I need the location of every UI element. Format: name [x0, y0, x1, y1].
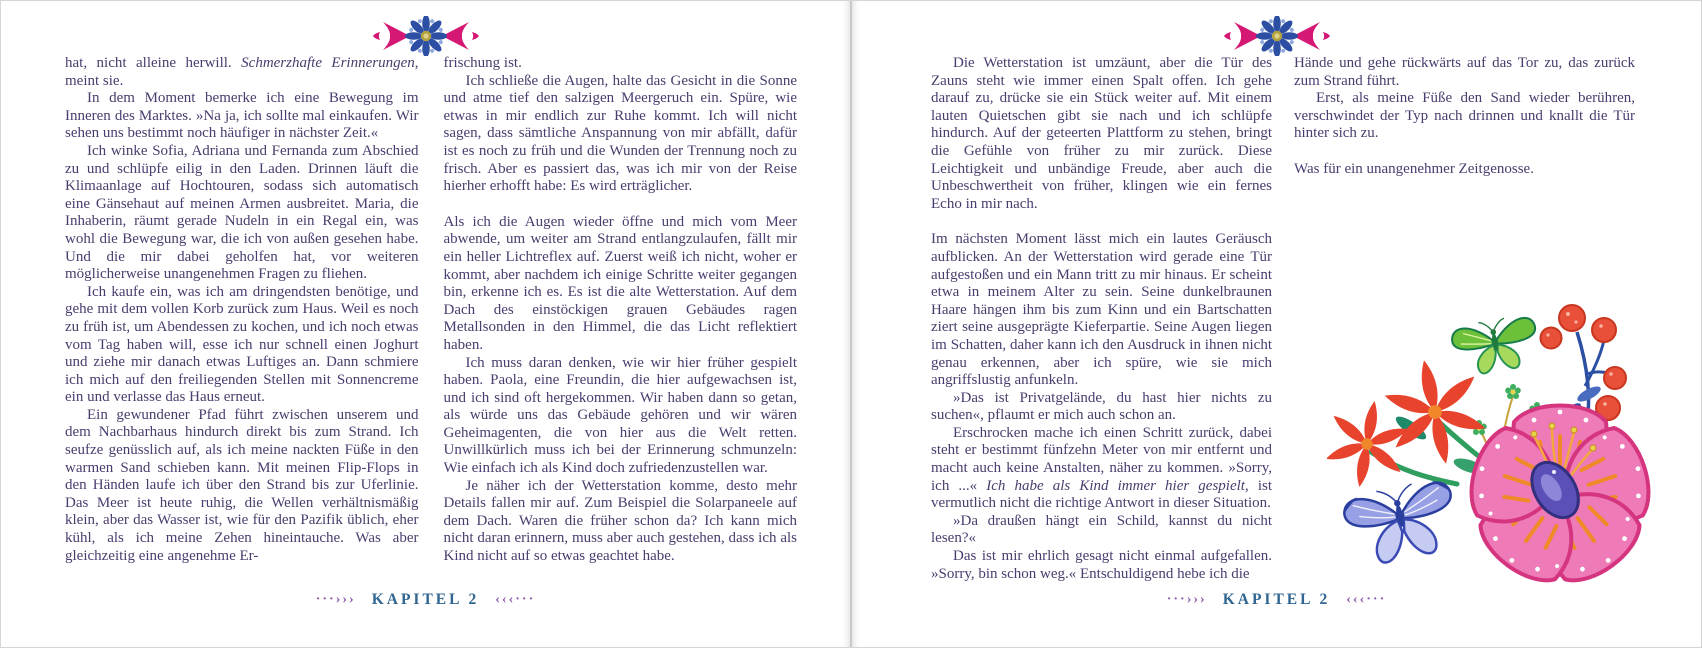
paragraph: Was für ein unangenehmer Zeitgenosse.: [1294, 160, 1534, 177]
folk-flower-ornament-icon: [1221, 16, 1333, 56]
paragraph: In dem Moment bemerke ich eine Bewegung im Inneren des Marktes. »Na ja, ich sollte mal einkaufen. Wir sehen uns bestimmt noch häufiger in nächster Zeit.«: [65, 90, 419, 142]
paragraph: Im nächsten Moment lässt mich ein lautes Geräusch aufblicken. An der Wetterstation wird gerade eine Tür aufgestoßen und ein Mann tritt zu mir hinaus. Er scheint etwa in meinem Alter zu sein. Seine dunkelbraunen Haare hängen ihm bis zum Kinn und ein Bartschatten ziert seine ausgeprägte Kieferpartie. Seine Augen liegen im Schatten, daher kann ich den Ausdruck in ihnen nicht genau erkennen, aber ich spüre, wie sie mich angriffslustig anfunkeln.: [931, 231, 1272, 389]
paragraph: Erst, als meine Füße den Sand wieder berühren, verschwindet der Typ nach drinnen und knallt die Tür hinter sich zu.: [1294, 90, 1635, 142]
paragraph: Ich kaufe ein, was ich am dringendsten benötige, und gehe mit dem vollen Korb zurück zum Haus. Weil es noch zu früh ist, um Abendessen zu kochen, und ich noch etwas vom Tag haben will, esse ich nur schnell einen Joghurt und ziehe mir danach etwas Luftiges an. Dann schmiere ich mich auf den freiliegenden Stellen mit Sonnencreme ein und verlasse das Haus erneut.: [65, 283, 419, 406]
paragraph: Ich schließe die Augen, halte das Gesicht in die Sonne und atme tief den salzigen Meergeruch ein. Spüre, wie etwas in mir endlich zur Ruhe kommt. Ich will nicht sagen, dass sämtliche Anspannung von mir abfällt, dafür ist es noch zu früh und die Wunden der Trennung noch zu frisch. Aber es passiert das, was ich mir von der Reise hierher erhofft habe: Es wird erträglicher.: [443, 72, 797, 195]
flower-illustration: [1327, 294, 1702, 594]
paragraph: »Das ist Privatgelände, du hast hier nichts zu suchen«, pflaumt er mich auch schon an.: [931, 389, 1272, 424]
ornament-center-flower: [405, 16, 447, 56]
chapter-label: KAPITEL 2: [1222, 591, 1331, 608]
ornament-center-flower: [1256, 16, 1298, 56]
right-page: [851, 1, 1701, 647]
text-column-1: [65, 55, 419, 566]
chapter-footer: [1, 591, 850, 609]
footer-arrows-right-icon: ‹‹‹···: [495, 592, 536, 607]
paragraph: Als ich die Augen wieder öffne und mich vom Meer abwende, um weiter am Strand entlangzulaufen, fällt mir ein heller Lichtreflex auf. Zuerst weiß ich nicht, woher er kommt, aber nachdem ich einige Schritte weiter gegangen bin, erkenne ich es. Es ist die alte Wetterstation. Auf dem Dach des einstöckigen grauen Gebäudes ragen Metallsonden in den Himmel, die das Licht reflektiert haben.: [443, 213, 797, 353]
left-page-text: [65, 55, 797, 566]
folk-flower-ornament-icon: [370, 16, 482, 56]
paragraph: »Da draußen hängt ein Schild, kannst du nicht lesen?«: [931, 512, 1272, 547]
chapter-footer: [852, 591, 1701, 609]
footer-arrows-left-icon: ···›››: [1166, 592, 1207, 607]
paragraph: Ich muss daran denken, wie wir hier früher gespielt haben. Paola, eine Freundin, die hier aufgewachsen ist, und ich sind oft hergekommen. Wir haben dann so getan, als würde uns das Gebäude gehören und wir wären Geheimagenten, die von hier aus die Welt retten. Unwillkürlich muss ich bei der Erinnerung schmunzeln: Wie einfach ich als Kind doch zufriedenzustellen war.: [443, 354, 797, 477]
chapter-label: KAPITEL 2: [371, 591, 480, 608]
paragraph: Ein gewundener Pfad führt zwischen unserem und dem Nachbarhaus hindurch direkt bis zum Strand. Ich seufze genüsslich auf, als ich meine nackten Füße in den warmen Sand schieben kann. Mit meinen Flip-Flops in den Händen laufe ich über den Strand bis zur Uferlinie. Das Meer ist heute ruhig, die Wellen verhältnismäßig klein, aber das Wasser ist, wie für den Pazifik üblich, eher kühl, als ich meine Zehen hineintauche. Was aber gleichzeitig eine angenehme Er-: [65, 406, 419, 564]
paragraph: hat, nicht alleine herwill. Schmerzhafte Erinnerungen, meint sie.: [65, 55, 419, 89]
footer-arrows-right-icon: ‹‹‹···: [1346, 592, 1387, 607]
text-column-2: [444, 55, 798, 566]
paragraph: frischung ist.: [443, 55, 522, 71]
footer-arrows-left-icon: ···›››: [315, 592, 356, 607]
paragraph: Ich winke Sofia, Adriana und Fernanda zum Abschied zu und schlüpfe eilig in den Laden. Drinnen läuft die Klimaanlage auf Hochtouren, sodass sich automatisch eine Gänsehaut auf meinen Armen ausbreitet. Maria, die Inhaberin, räumt gerade Nudeln in ein Regal ein, was wohl die Bewegung war, die ich von außen gesehen habe. Und die mir dabei geholfen hat, vor weiteren möglicherweise unangenehmen Fragen zu fliehen.: [65, 142, 419, 283]
paragraph: Das ist mir ehrlich gesagt nicht einmal aufgefallen. »Sorry, bin schon weg.« Entschuldigend hebe ich die: [931, 548, 1272, 582]
paragraph: Die Wetterstation ist umzäunt, aber die Tür des Zauns steht wie immer einen Spalt offen. Ich gehe darauf zu, drücke sie ein Stück weiter auf. Mit einem lauten Quietschen gibt sie nach und ich schlüpfe hindurch. Auf der geteerten Plattform zu stehen, bringt die Gefühle von früher zu mir zurück. Diese Leichtigkeit und unbändige Freude, aber auch die Unbeschwertheit von früher, klingen wie ein fernes Echo in mir nach.: [931, 55, 1272, 212]
text-column-1: [931, 55, 1272, 583]
paragraph: Hände und gehe rückwärts auf das Tor zu, das zurück zum Strand führt.: [1294, 55, 1635, 89]
green-butterfly-icon: [1450, 313, 1542, 378]
paragraph: Erschrocken mache ich einen Schritt zurück, dabei steht er bestimmt fünfzehn Meter von mir entfernt und macht auch keine Anstalten, näher zu kommen. »Sorry, ich ...« Ich habe als Kind immer hier gespielt, ist vermutlich nicht die richtige Antwort in dieser Situation.: [931, 424, 1272, 512]
left-page: [1, 1, 851, 647]
hibiscus-flower-icon: [1461, 406, 1658, 593]
blue-butterfly-icon: [1341, 476, 1462, 569]
paragraph: Je näher ich der Wetterstation komme, desto mehr Details fallen mir auf. Zum Beispiel die Solarpaneele auf dem Dach. Waren die früher schon da? Ich kann mich nicht daran erinnern, muss aber auch gestehen, dass ich als Kind nicht auf so etwas geachtet habe.: [443, 477, 797, 565]
